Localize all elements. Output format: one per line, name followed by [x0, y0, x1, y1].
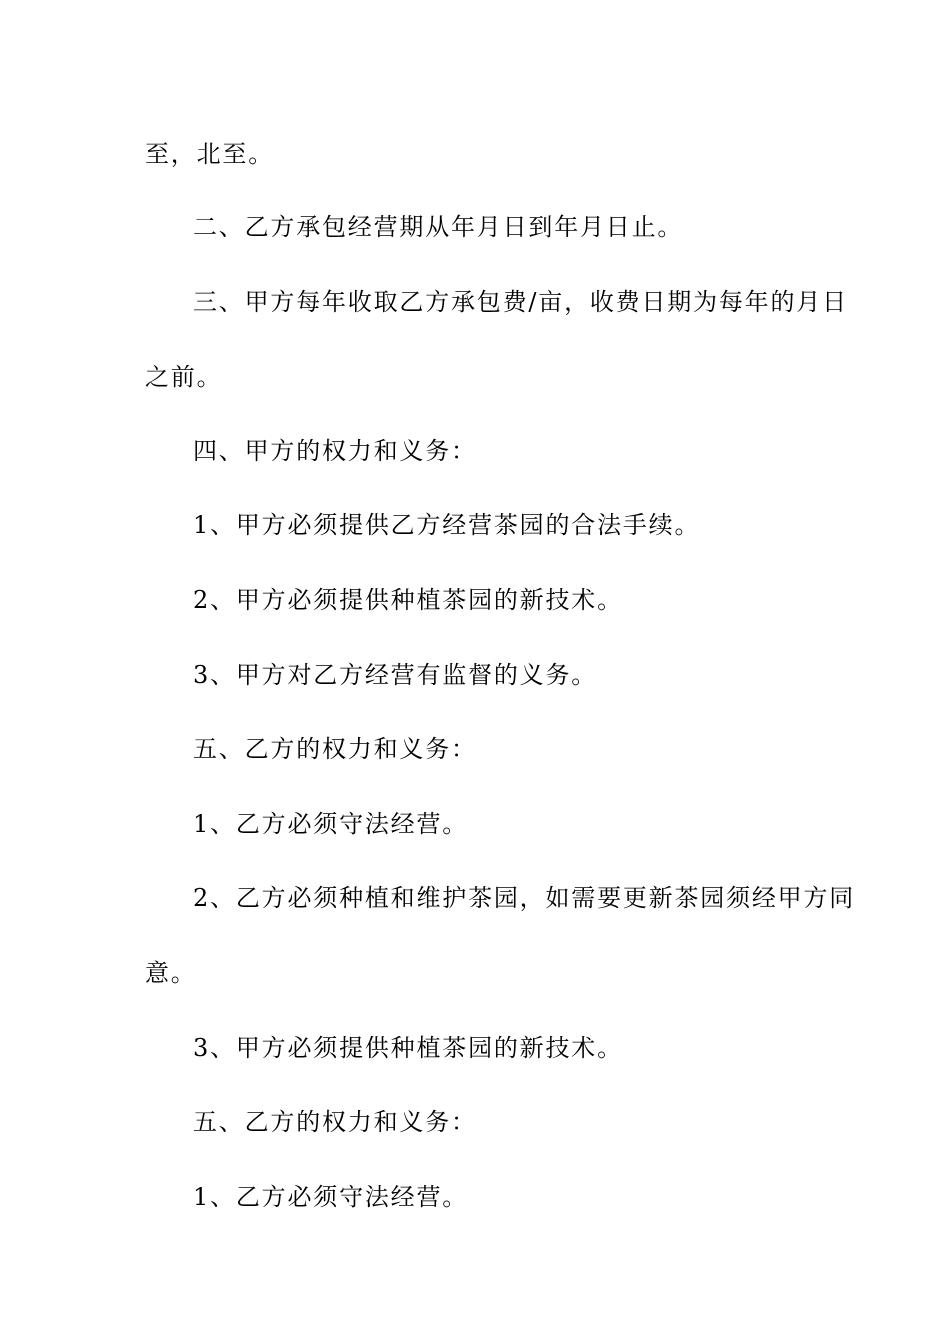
section-5-item-2-continued: 意。 [145, 959, 197, 987]
section-4-item-1: 1、甲方必须提供乙方经营茶园的合法手续。 [193, 511, 701, 539]
text-line-boundary-end: 至，北至。 [145, 140, 274, 168]
clause-2-term: 二、乙方承包经营期从年月日到年月日止。 [193, 213, 684, 241]
section-5-heading-repeat: 五、乙方的权力和义务： [193, 1108, 477, 1136]
section-4-item-3: 3、甲方对乙方经营有监督的义务。 [193, 661, 598, 689]
section-4-item-2: 2、甲方必须提供种植茶园的新技术。 [193, 586, 623, 614]
section-5-item-3: 3、甲方必须提供种植茶园的新技术。 [193, 1034, 623, 1062]
clause-3-fee-continued: 之前。 [145, 363, 223, 391]
clause-3-fee: 三、甲方每年收取乙方承包费/亩，收费日期为每年的月日 [193, 288, 848, 316]
section-5-item-2: 2、乙方必须种植和维护茶园，如需要更新茶园须经甲方同 [193, 884, 856, 912]
section-5-item-1: 1、乙方必须守法经营。 [193, 810, 469, 838]
section-4-heading: 四、甲方的权力和义务： [193, 437, 477, 465]
section-5-heading: 五、乙方的权力和义务： [193, 735, 477, 763]
section-5-item-1-repeat: 1、乙方必须守法经营。 [193, 1183, 469, 1211]
